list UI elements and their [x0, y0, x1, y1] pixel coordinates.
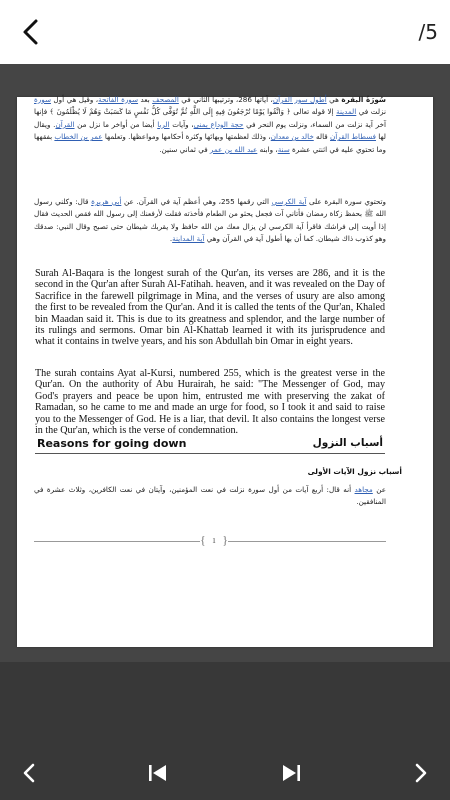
chevron-right-icon	[413, 763, 429, 783]
inline-link[interactable]: أطول سور القرآن	[272, 95, 327, 104]
next-page-button[interactable]	[406, 758, 436, 788]
inline-link[interactable]: حجة الوداع بمنى	[193, 119, 244, 129]
text-run: في ثماني سنين.	[159, 144, 210, 154]
text-run: إلا قوله تعالى ﴿ وَاتَّقُوا يَوْمًا تُرْجَعُونَ فِيهِ إِلَى اللَّهِ ثُمَّ تُوَفَّى كُلُّ نَفْسٍ مَا كَسَبَتْ وَهُمْ لَا يُظْلَمُونَ ﴾ فإنها آخر آية نزلت من السماء، ونزلت يوم النحر في	[34, 107, 386, 129]
subheading-arabic: أسباب نزول الآيات الأولى	[307, 467, 402, 476]
section-heading-arabic: أسباب النزول	[312, 437, 383, 449]
text-run: سُورَةُ البقرة	[341, 95, 386, 104]
text-run: قال: وكلني رسول الله ﷺ بحفظ زكاة رمضان فأتاني آت فجعل يحثو من الطعام فأخذته فقلت لأرفعنك إلى رسول الله فقص الحديث فقال إذا أويت إلى فراشك فاقرأ آية الكرسي لن يزال معك من الله حافظ ولا يقربك شيطان حتى تصبح وقال النبي: صدقك وهو كذوب ذاك شيطان. كما أن بها أطول آية في القرآن وهي	[34, 197, 386, 244]
text-run: ، آياتها 286، وترتيبها الثاني في	[178, 95, 273, 104]
first-page-button[interactable]	[143, 758, 173, 788]
inline-link[interactable]: عمر بن الخطاب	[54, 132, 103, 142]
arabic-paragraph-2	[34, 196, 386, 246]
section-heading	[35, 436, 385, 454]
text-run: عن	[372, 485, 386, 494]
page-number: { 1 }	[200, 534, 228, 548]
inline-link[interactable]: المدينة	[336, 107, 357, 117]
english-paragraph-1: Surah Al-Baqara is the longest surah of the Qur'an, its verses are 286, and it is the second in the Qur'an after Surah Al-Fatihah. heaven, and it was revealed on the Day of Sacrifice in the farewell pilgrimage in Mina, and the verses of usury are also among the first to be revealed from the Qur'an. And it is called the tents of the Qur'an, Khaled bin Maadan said it. This is due to its greatness and splendor, and the large number of its rulings and sermons. Omar bin Al-Khattab learned it with its jurisprudence and what it contains in twelve years, and his son Abdullah bin Omar in eight years.	[35, 268, 385, 348]
inline-link[interactable]: آية الكرسي	[271, 197, 307, 206]
inline-link[interactable]: آية المداينة	[172, 234, 205, 244]
english-paragraph-2: The surah contains Ayat al-Kursi, numbered 255, which is the greatest verse in the Qur'an. On the authority of Abu Hurairah, he said: "The Messenger of God, may God's prayers and peace be upon him, entrusted me with preserving the zakat of Ramadan, so he came to me and made an urge for food, so I took it and said to raise you to the Messenger of God. He is a liar, that devil. It also contains the longest verse in the Qur'an, which is the verse of condemnation.	[35, 368, 385, 437]
skip-last-icon	[280, 763, 302, 783]
inline-link[interactable]: مجاهد	[354, 485, 373, 494]
page-indicator: /5	[418, 20, 438, 44]
last-page-button[interactable]	[276, 758, 306, 788]
arabic-paragraph-1	[34, 94, 386, 156]
text-run: .	[169, 234, 173, 244]
text-run: التي رقمها 255، وهي أعظم آية في القرآن. عن	[121, 197, 272, 206]
text-run: وتحتوي سورة البقرة على	[306, 197, 387, 206]
inline-link[interactable]: أبي هريرة	[91, 197, 122, 206]
inline-link[interactable]: سورة	[34, 95, 51, 104]
text-run: أنه قال: أربع آيات من أول سورة نزلت في نعت المؤمنين، وآيتان في نعت الكافرين، وثلاث عشرة في المنافقين.	[34, 485, 386, 507]
section-divider	[35, 453, 385, 454]
text-run: هي	[326, 95, 342, 104]
text-run: أيضا من أواخر ما نزل من	[74, 119, 158, 129]
text-run: . ويقال لها	[34, 119, 386, 142]
arabic-paragraph-3	[34, 484, 386, 509]
inline-link[interactable]: سنة	[277, 144, 290, 154]
chevron-left-icon	[21, 763, 37, 783]
text-run: قاله	[313, 132, 331, 142]
inline-link[interactable]: سورة الفاتحة	[98, 95, 139, 104]
inline-link[interactable]: الربا	[157, 119, 170, 129]
inline-link[interactable]: خالد بن معدان	[270, 132, 314, 142]
text-run: ، وابنه	[257, 144, 278, 154]
text-run: ، وقيل هي أول	[50, 95, 99, 104]
text-run: ، وآيات	[169, 119, 194, 129]
previous-page-button[interactable]	[14, 758, 44, 788]
skip-first-icon	[147, 763, 169, 783]
inline-link[interactable]: المصحف	[152, 95, 179, 104]
text-run: نزلت في	[356, 107, 387, 117]
bottom-toolbar	[0, 662, 450, 800]
inline-link[interactable]: عبد الله بن عمر	[209, 144, 258, 154]
inline-link[interactable]: القرآن	[55, 119, 75, 129]
text-run: بفقهها وما تحتوي عليه في اثنتي عشرة	[34, 132, 386, 154]
inline-link[interactable]: فسطاط القرآن	[330, 132, 376, 142]
section-heading-english: Reasons for going down	[37, 437, 187, 450]
text-run: بعد	[138, 95, 153, 104]
text-run: ، وذلك لعظمتها وبهائها وكثرة أحكامها ومواعظها. وتعلمها	[102, 132, 271, 142]
